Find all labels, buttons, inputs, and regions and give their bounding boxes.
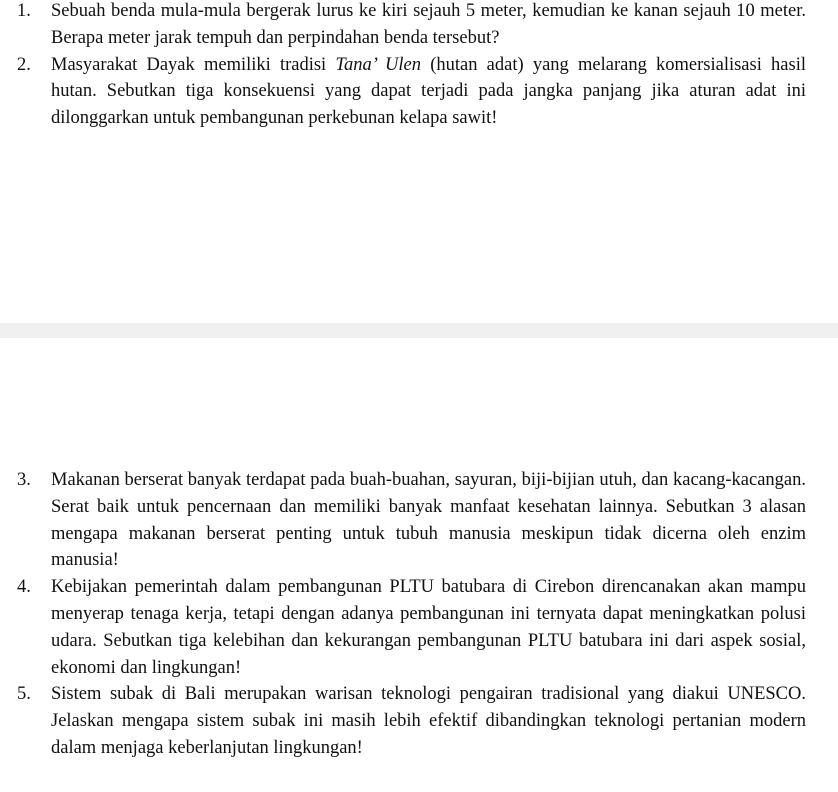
page-break-divider (0, 323, 838, 338)
question-text-5: Sistem subak di Bali merupakan warisan teknologi pengairan tradisional yang diakui UNESCO. Jelaskan mengapa sistem subak ini masih lebih efektif dibandingkan teknologi pertanian modern dalam menjaga keberlanjutan lingkungan! (51, 684, 806, 758)
question-number-3: 3. (17, 470, 31, 490)
question-text-3: Makanan berserat banyak terdapat pada buah-buahan, sayuran, biji-bijian utuh, dan kacang-kacangan. Serat baik untuk pencernaan dan memiliki banyak manfaat kesehatan lainnya. Sebutkan 3 alasan mengapa makanan berserat penting untuk tubuh manusia meskipun tidak dicerna oleh enzim manusia! (51, 470, 806, 571)
question-number-2: 2. (17, 54, 31, 75)
question-number-5: 5. (17, 684, 31, 705)
question-item-3 (0, 467, 838, 574)
question-text-2-before: Masyarakat Dayak memiliki tradisi (51, 54, 336, 75)
question-text-2-after: (hutan adat) yang melarang komersialisasi hasil hutan. Sebutkan tiga konsekuensi yang dapat terjadi pada jangka panjang jika aturan adat ini dilonggarkan untuk pembangunan perkebunan kelapa sawit! (51, 54, 806, 129)
question-list-page-1 (0, 0, 838, 132)
question-item-4 (0, 574, 838, 681)
question-text-2-italic-term: Tana’ Ulen (335, 54, 422, 75)
question-text-4: Kebijakan pemerintah dalam pembangunan PLTU batubara di Cirebon direncanakan akan mampu menyerap tenaga kerja, tetapi dengan adanya pembangunan ini ternyata dapat meningkatkan polusi udara. Sebutkan tiga kelebihan dan kekurangan pembangunan PLTU batubara ini dari aspek sosial, ekonomi dan lingkungan! (51, 577, 806, 678)
question-text-1: Sebuah benda mula-mula bergerak lurus ke kiri sejauh 5 meter, kemudian ke kanan sejauh 10 meter. Berapa meter jarak tempuh dan perpindahan benda tersebut? (51, 1, 806, 48)
question-number-1: 1. (17, 1, 31, 21)
question-list-page-2 (0, 467, 838, 762)
question-item-5 (0, 681, 838, 761)
question-number-4: 4. (17, 577, 31, 598)
question-item-1 (0, 0, 838, 52)
question-item-2 (0, 52, 838, 132)
document-page-1 (0, 0, 838, 323)
